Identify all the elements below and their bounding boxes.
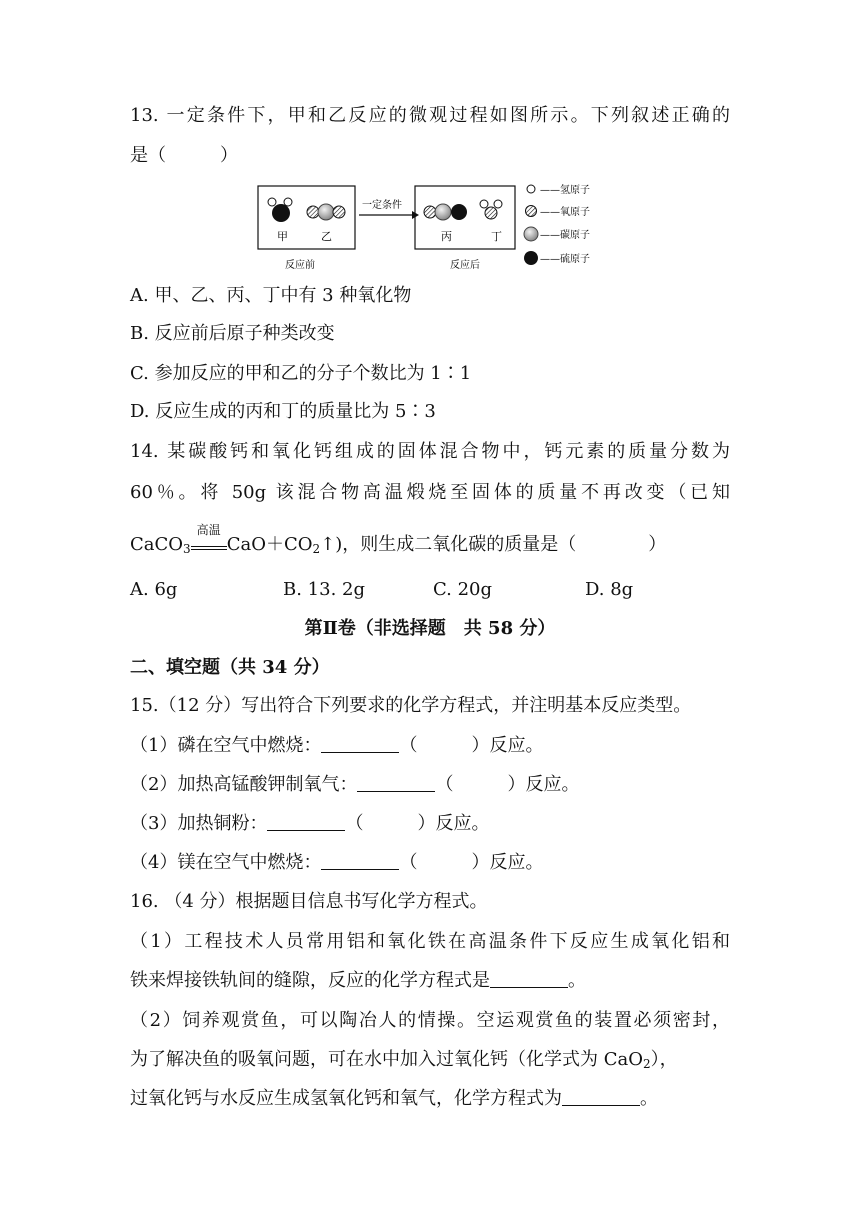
q15-item-4-type: （ ）反应。 [399,852,544,873]
hydrogen-atom [284,198,292,206]
section2-title: 第Ⅱ卷（非选择题 共 58 分） [304,618,556,639]
legend-hydrogen-icon [527,185,535,193]
legend-sulfur-icon [524,251,538,265]
box1-label-jia: 甲 [277,230,288,243]
q15-item-2 [130,773,579,797]
q15-item-2-label: （2）加热高锰酸钾制氧气： [130,774,358,795]
q13-option-c: C. 参加反应的甲和乙的分子个数比为 1∶1 [130,363,472,384]
q13-option-b: B. 反应前后原子种类改变 [130,323,335,344]
hydrogen-atom [480,200,488,208]
box1-label-yi: 乙 [321,230,332,243]
q16-p2-close: ）， [650,1049,678,1070]
part2-heading: 二、填空题（共 34 分） [130,657,330,678]
q16-p1-line1: （1）工程技术人员常用铝和氧化铁在高温条件下反应生成氧化铝和 [130,931,730,952]
legend-hydrogen: ——氢原子 [540,185,590,196]
box2-label-bing: 丙 [441,230,452,243]
q16-p2-sub: 2 [642,1057,651,1071]
q13-option-a: A. 甲、乙、丙、丁中有 3 种氧化物 [130,285,412,306]
q16-stem: 16. （4 分）根据题目信息书写化学方程式。 [130,891,488,912]
q13-stem-line1: 13. 一定条件下，甲和乙反应的微观过程如图所示。下列叙述正确的 [130,105,730,126]
q15-item-3-label: （3）加热铜粉： [130,813,268,834]
legend-oxygen: ——氧原子 [540,207,590,218]
oxygen-atom [424,206,436,218]
q14-stem-line2: 60％。将 50g 该混合物高温煅烧至固体的质量不再改变（已知 [130,482,730,503]
q14-option-d: D. 8g [585,579,634,600]
q15-item-1-label: （1）磷在空气中燃烧： [130,735,322,756]
eq-right-sub: 2 [312,542,321,556]
q16-p2-text: 为了解决鱼的吸氧问题，可在水中加入过氧化钙（化学式为 CaO [130,1049,643,1070]
oxygen-atom [333,206,345,218]
q16-p2-line2 [130,1048,678,1076]
legend-carbon-icon [524,227,538,241]
q15-item-1 [130,734,543,758]
oxygen-atom [485,207,497,219]
before-caption: 反应前 [285,260,315,271]
legend-oxygen-icon [526,206,537,217]
sulfur-atom [451,204,467,220]
eq-arrow [191,523,227,550]
answer-blank [562,1089,640,1106]
hydrogen-atom [494,200,502,208]
legend-sulfur: ——硫原子 [540,254,590,265]
eq-left-sub: 3 [183,542,191,556]
arrow-label: 一定条件 [362,200,402,211]
answer-blank [357,775,435,792]
q14-option-c: C. 20g [433,579,493,600]
box2-label-ding: 丁 [491,230,502,243]
answer-blank [321,736,399,753]
carbon-atom [435,204,451,220]
q14-equation-line [130,523,667,561]
sulfur-atom [272,204,290,222]
q16-p2-text2: 过氧化钙与水反应生成氢氧化钙和氧气，化学方程式为 [130,1088,562,1109]
q16-p1-line2 [130,969,586,993]
q15-item-3 [130,812,489,836]
eq-left: CaCO [130,534,184,555]
q14-option-b: B. 13. 2g [283,579,365,600]
q16-p2-end: 。 [640,1088,658,1109]
legend-carbon: ——碳原子 [540,230,590,241]
after-caption: 反应后 [450,260,480,271]
carbon-atom [318,204,334,220]
answer-blank [267,814,345,831]
answer-blank [490,971,568,988]
q15-item-3-type: （ ）反应。 [345,813,490,834]
q16-p1-end: 。 [568,970,586,991]
q15-item-4 [130,851,543,875]
oxygen-atom [307,206,319,218]
q16-p1-text: 铁来焊接铁轨间的缝隙，反应的化学方程式是 [130,970,490,991]
q15-item-1-type: （ ）反应。 [399,735,544,756]
q15-stem: 15.（12 分）写出符合下列要求的化学方程式，并注明基本反应类型。 [130,695,692,716]
eq-tail: ↑)，则生成二氧化碳的质量是（ ） [320,534,667,555]
answer-blank [321,853,399,870]
q14-option-a: A. 6g [130,579,178,600]
eq-condition: 高温 [196,523,221,537]
q16-p2-line3 [130,1087,658,1111]
eq-right: CaO＋CO [226,534,313,555]
q16-p2-line1: （2）饲养观赏鱼，可以陶冶人的情操。空运观赏鱼的装置必须密封， [130,1010,730,1031]
q13-stem-line2: 是（ ） [130,145,238,166]
q13-reaction-figure [255,178,615,274]
q15-item-4-label: （4）镁在空气中燃烧： [130,852,322,873]
hydrogen-atom [268,198,276,206]
q15-item-2-type: （ ）反应。 [435,774,580,795]
q14-stem-line1: 14. 某碳酸钙和氧化钙组成的固体混合物中，钙元素的质量分数为 [130,441,730,462]
q13-option-d: D. 反应生成的丙和丁的质量比为 5∶3 [130,401,436,422]
